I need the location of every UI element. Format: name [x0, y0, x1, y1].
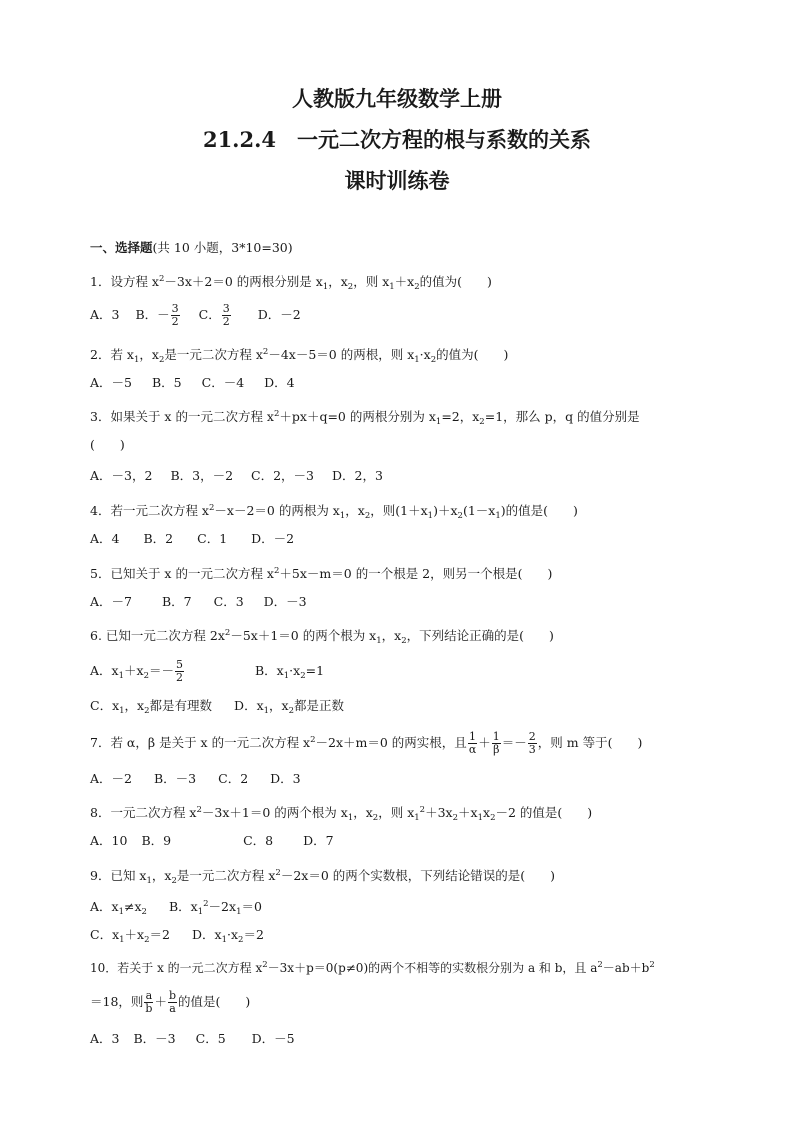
- question-3: [90, 405, 720, 431]
- option-b: B．2: [143, 531, 174, 546]
- text-run: ＋x: [124, 663, 144, 678]
- text-run: 2: [419, 805, 426, 815]
- text-run: 3．如果关于 x 的一元二次方程 x: [90, 409, 274, 424]
- text-run: 1: [389, 282, 395, 292]
- text-run: C．x: [90, 698, 120, 713]
- option-c: C．8: [243, 833, 274, 848]
- text-run: =2，x: [441, 409, 480, 424]
- text-run: 2: [224, 628, 231, 638]
- option-b: B．－3: [153, 771, 197, 786]
- question-10-options: [90, 1030, 720, 1048]
- question-7-options: [90, 770, 720, 788]
- text-run: a: [145, 989, 153, 1002]
- text-run: 1: [492, 730, 500, 743]
- option-b: B．－3: [133, 1031, 176, 1046]
- question-5-options: [90, 593, 720, 611]
- question-1-options: [90, 303, 720, 328]
- option-c: C．1: [197, 531, 228, 546]
- option-a: A．－5: [90, 375, 132, 390]
- option-b: B．9: [141, 833, 172, 848]
- option-c: C．: [198, 307, 221, 322]
- text-run: ，x: [353, 805, 373, 820]
- fraction: [171, 303, 180, 328]
- text-run: 8．一元二次方程 x: [90, 805, 197, 820]
- fraction: [468, 731, 477, 756]
- option-b: B．5: [151, 375, 182, 390]
- question-4: [90, 499, 720, 525]
- text-run: ，x: [151, 868, 172, 883]
- text-run: ＋3x: [425, 805, 453, 820]
- text-run: 2: [144, 706, 150, 716]
- text-run: 2: [372, 813, 379, 823]
- text-run: 2: [203, 899, 209, 909]
- text-run: D．x: [191, 927, 222, 942]
- text-run: )＋x: [433, 503, 458, 518]
- text-run: ·x: [226, 927, 239, 942]
- option-c: C．－4: [201, 375, 245, 390]
- question-10-continued: [90, 990, 720, 1015]
- text-run: 2．若 x: [90, 347, 134, 362]
- text-run: β: [493, 743, 500, 756]
- option-d: D．2，3: [332, 468, 383, 483]
- title-line-3: 课时训练卷: [344, 168, 450, 193]
- text-run: B．x: [168, 899, 198, 914]
- option-b: [255, 663, 325, 681]
- question-9: [90, 864, 720, 890]
- text-run: 3: [528, 743, 536, 756]
- text-run: C．x: [90, 927, 120, 942]
- text-run: 1: [133, 355, 140, 365]
- question-3-continued: ( ): [90, 437, 125, 452]
- text-run: 2: [273, 566, 280, 576]
- text-run: ＋x: [394, 274, 415, 289]
- text-run: ，x: [328, 274, 348, 289]
- text-run: x: [483, 805, 491, 820]
- fraction: [144, 990, 153, 1015]
- text-run: 4．若一元二次方程 x: [90, 503, 209, 518]
- question-6: [90, 624, 720, 650]
- option-d: D．－2: [251, 531, 295, 546]
- text-run: B．x: [255, 663, 284, 678]
- text-run: ＝2: [243, 927, 264, 942]
- text-run: 1: [146, 876, 152, 886]
- option-b: B．－: [135, 307, 170, 322]
- question-1: [90, 270, 720, 296]
- text-run: 1: [283, 671, 290, 681]
- option-d: D．－2: [257, 307, 301, 322]
- text-run: 2: [171, 315, 179, 328]
- text-run: 1: [414, 355, 420, 365]
- text-run: =1，那么 p，q 的值分别是: [484, 409, 640, 424]
- text-run: 都是有理数: [149, 698, 213, 713]
- option-b: [168, 899, 262, 917]
- fraction: [528, 731, 537, 756]
- text-run: )的值是( ): [500, 503, 578, 518]
- text-run: 是一元二次方程 x: [164, 347, 263, 362]
- text-run: －2x＝0 的两个实数根，下列结论错误的是( ): [280, 868, 556, 883]
- option-a: [90, 899, 147, 917]
- option-a: A．3: [90, 307, 120, 322]
- option-a: [90, 658, 185, 684]
- text-run: 1: [477, 813, 484, 823]
- question-3-options: [90, 467, 720, 485]
- text-run: b: [145, 1002, 153, 1015]
- text-run: 1: [221, 935, 227, 945]
- text-run: ，则(1＋x: [370, 503, 428, 518]
- title-line-1: 人教版九年级数学上册: [292, 86, 502, 111]
- text-run: 2: [310, 735, 316, 745]
- question-4-options: [90, 530, 720, 548]
- text-run: ，则 x: [353, 274, 390, 289]
- text-run: 2: [490, 813, 496, 823]
- text-run: 2: [649, 960, 655, 970]
- text-run: (1－x: [462, 503, 496, 518]
- text-run: －2x: [208, 899, 237, 914]
- question-9-options-cd: [90, 926, 720, 949]
- text-run: 3: [222, 302, 230, 315]
- option-c: [90, 698, 213, 716]
- option-c: C．5: [195, 1031, 226, 1046]
- text-run: 的值是( ): [178, 994, 251, 1009]
- option-c: C．3: [213, 594, 244, 609]
- question-2: [90, 343, 720, 369]
- text-run: 2: [238, 935, 244, 945]
- text-run: ＝－: [501, 735, 527, 750]
- text-run: 2: [288, 706, 295, 716]
- option-d: D．－5: [251, 1031, 295, 1046]
- text-run: 是一元二次方程 x: [176, 868, 276, 883]
- text-run: 2: [158, 355, 165, 365]
- text-run: 2: [196, 805, 202, 815]
- option-a: A．－2: [90, 771, 132, 786]
- section-heading: [90, 239, 720, 257]
- title-line-2: 21.2.4 一元二次方程的根与系数的关系: [202, 127, 592, 152]
- text-run: 1: [339, 511, 346, 521]
- question-6-options-ab: [90, 659, 720, 685]
- option-c: C．2，－3: [251, 468, 315, 483]
- question-2-options: [90, 374, 720, 392]
- text-run: 1: [469, 730, 477, 743]
- option-c: C．2: [218, 771, 249, 786]
- text-run: 2: [347, 282, 354, 292]
- text-run: 2: [401, 636, 407, 646]
- text-run: 2: [144, 935, 150, 945]
- text-run: 6. 已知一元二次方程 2x: [90, 628, 225, 643]
- text-run: A．x: [90, 899, 119, 914]
- text-run: ，x: [269, 698, 289, 713]
- text-run: ＋5x－m＝0 的一个根是 2，则另一个根是( ): [279, 566, 553, 581]
- option-d: D．4: [264, 375, 295, 390]
- text-run: ，则 m 等于( ): [537, 735, 643, 750]
- question-9-options-ab: [90, 895, 720, 921]
- text-run: ＋: [478, 735, 491, 750]
- option-a: A．3: [90, 1031, 120, 1046]
- text-run: ，x: [381, 628, 402, 643]
- text-run: 的值为( ): [419, 274, 492, 289]
- text-run: ＋: [154, 994, 167, 1009]
- text-run: 1: [236, 907, 242, 917]
- text-run: 2: [457, 511, 463, 521]
- fraction: [175, 659, 184, 684]
- text-run: 1: [427, 511, 434, 521]
- text-run: 都是正数: [294, 698, 345, 713]
- text-run: 2: [452, 813, 459, 823]
- option-b: B．7: [161, 594, 192, 609]
- text-run: －3x＋p＝0(p≠0)的两个不相等的实数根分别为 a 和 b，且 a: [267, 961, 598, 975]
- fraction: [222, 303, 231, 328]
- text-run: ＋x: [458, 805, 478, 820]
- text-run: 1: [376, 636, 382, 646]
- text-run: =1: [305, 663, 325, 678]
- text-run: 2: [262, 960, 268, 970]
- question-8-options: [90, 832, 720, 850]
- text-run: －4x－5＝0 的两根，则 x: [268, 347, 415, 362]
- option-a: A．4: [90, 531, 120, 546]
- text-run: －3x＋2＝0 的两根分别是 x: [164, 274, 323, 289]
- text-run: －5x＋1＝0 的两个根为 x: [230, 628, 377, 643]
- text-run: ＋x: [124, 927, 145, 942]
- text-run: －2 的值是( ): [495, 805, 593, 820]
- text-run: 1: [197, 907, 204, 917]
- section-note: (共 10 小题，3*10=30): [152, 240, 293, 255]
- text-run: －x－2＝0 的两根为 x: [214, 503, 340, 518]
- text-run: －2x＋m＝0 的两实根，且: [315, 735, 467, 750]
- question-8: [90, 801, 720, 827]
- text-run: ＝－: [148, 663, 174, 678]
- text-run: 2: [597, 960, 603, 970]
- text-run: 5．已知关于 x 的一元二次方程 x: [90, 566, 274, 581]
- option-a: A．10: [90, 833, 128, 848]
- text-run: ，x: [139, 347, 159, 362]
- text-run: ，则 x: [378, 805, 415, 820]
- option-c: [90, 927, 170, 945]
- text-run: 的值为( ): [436, 347, 509, 362]
- text-run: 7．若 α，β 是关于 x 的一元二次方程 x: [90, 735, 311, 750]
- text-run: ·x: [419, 347, 431, 362]
- text-run: ，x: [345, 503, 365, 518]
- text-run: ·x: [289, 663, 301, 678]
- text-run: 2: [158, 274, 165, 284]
- text-run: 2: [364, 511, 371, 521]
- text-run: 9．已知 x: [90, 868, 147, 883]
- fraction: [492, 731, 501, 756]
- fraction: [168, 990, 177, 1015]
- option-d: D．3: [270, 771, 301, 786]
- text-run: 1: [263, 706, 270, 716]
- text-run: 1: [119, 706, 125, 716]
- text-run: 1: [119, 935, 125, 945]
- text-run: 1．设方程 x: [90, 274, 159, 289]
- option-d: [191, 927, 264, 945]
- text-run: －ab＋b: [602, 961, 650, 975]
- option-d: [234, 698, 345, 716]
- text-run: －3x＋1＝0 的两个根为 x: [201, 805, 348, 820]
- option-b: B．3，－2: [170, 468, 234, 483]
- text-run: ，x: [124, 698, 145, 713]
- text-run: ，下列结论正确的是( ): [406, 628, 554, 643]
- text-run: 2: [414, 282, 420, 292]
- text-run: 2: [171, 876, 177, 886]
- section-label: 一、选择题: [90, 240, 153, 255]
- text-run: 1: [322, 282, 329, 292]
- text-run: 2: [143, 671, 149, 681]
- option-d: D．－3: [263, 594, 307, 609]
- text-run: ＋px＋q=0 的两根分别为 x: [279, 409, 436, 424]
- text-run: 1: [414, 813, 420, 823]
- text-run: 2: [479, 417, 485, 427]
- text-run: 1: [347, 813, 354, 823]
- option-d: D．7: [303, 833, 334, 848]
- option-a: A．－3，2: [90, 468, 153, 483]
- option-a: A．－7: [90, 594, 132, 609]
- text-run: b: [168, 989, 177, 1002]
- text-run: ＝18，则: [90, 994, 144, 1009]
- text-run: 2: [222, 315, 230, 328]
- question-7: [90, 731, 720, 756]
- text-run: 2: [176, 671, 183, 684]
- text-run: 2: [141, 907, 147, 917]
- text-run: 2: [430, 355, 437, 365]
- text-run: α: [468, 743, 477, 756]
- text-run: 1: [495, 511, 501, 521]
- question-5: [90, 562, 720, 583]
- text-run: ≠x: [124, 899, 142, 914]
- text-run: 1: [435, 417, 442, 427]
- text-run: 2: [528, 730, 536, 743]
- text-run: 3: [171, 302, 179, 315]
- question-10: [90, 956, 720, 977]
- text-run: 5: [176, 658, 183, 671]
- text-run: 2: [262, 347, 269, 357]
- text-run: 10．若关于 x 的一元二次方程 x: [90, 961, 263, 975]
- text-run: D．x: [234, 698, 264, 713]
- text-run: 2: [275, 868, 281, 878]
- question-6-options-cd: [90, 697, 720, 720]
- text-run: A．x: [90, 663, 119, 678]
- text-run: ＝0: [241, 899, 262, 914]
- text-run: a: [169, 1002, 176, 1015]
- text-run: 2: [273, 409, 280, 419]
- text-run: 2: [300, 671, 306, 681]
- text-run: ＝2: [149, 927, 170, 942]
- text-run: 1: [118, 907, 124, 917]
- text-run: 2: [208, 503, 215, 513]
- text-run: 1: [118, 671, 124, 681]
